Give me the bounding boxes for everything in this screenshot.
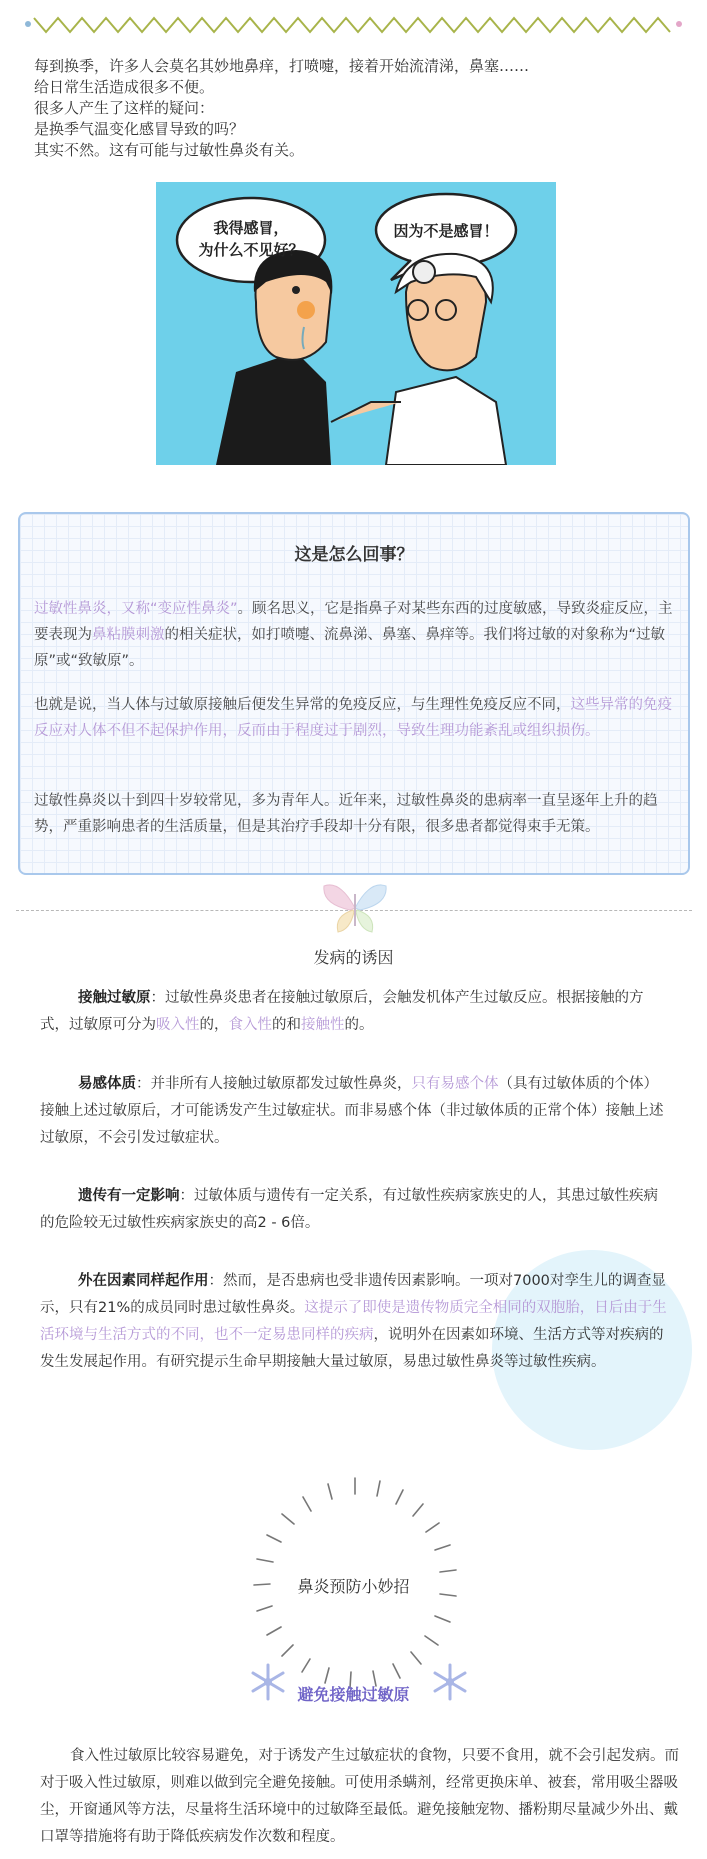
cause-heading: 接触过敏原 (78, 990, 151, 1006)
text: 的。 (344, 1017, 374, 1033)
intro-line: 每到换季，许多人会莫名其妙地鼻痒，打喷嚏，接着开始流清涕，鼻塞…… (34, 57, 530, 75)
highlight-text: 这提示了即使是遗传物质完全相同的双胞胎，日后由于生活环境与生活方式的不同，也不一定易患同样的疾病 (40, 1300, 667, 1343)
bubble-text-patient (196, 217, 306, 261)
cause-paragraph-2 (40, 1071, 668, 1152)
cause-heading: 遗传有一定影响 (78, 1188, 180, 1204)
intro-line: 给日常生活造成很多不便。 (34, 78, 215, 96)
highlight-text: 接触性 (301, 1017, 345, 1033)
highlight-text: 食入性 (228, 1017, 272, 1033)
cause-paragraph-4 (40, 1268, 668, 1376)
cause-heading: 易感体质 (78, 1076, 136, 1092)
panel-paragraph-1 (34, 596, 684, 674)
text: ：并非所有人接触过敏原都发过敏性鼻炎， (136, 1076, 412, 1092)
info-panel (18, 512, 690, 875)
text: 也就是说，当人体与过敏原接触后便发生异常的免疫反应，与生理性免疫反应不同， (34, 697, 571, 713)
intro-line: 其实不然。这有可能与过敏性鼻炎有关。 (34, 141, 305, 159)
intro-line: 是换季气温变化感冒导致的吗？ (34, 120, 245, 138)
intro-text (34, 56, 674, 161)
bubble-line: 为什么不见好？ (198, 241, 304, 259)
highlight-text: 只有易感个体 (411, 1076, 499, 1092)
section-title-causes: 发病的诱因 (313, 948, 394, 967)
highlight-text: 这些异常的免疫反应对人体不但不起保护作用，反而由于程度过于剧烈，导致生理功能紊乱或组织损伤。 (34, 697, 672, 739)
text: 的， (199, 1017, 229, 1033)
avoid-allergen-title: 避免接触过敏原 (297, 1685, 410, 1704)
butterfly-icon (320, 880, 390, 936)
bubble-text-doctor: 因为不是感冒！ (393, 222, 499, 240)
text: 。顾名思义，它是指鼻子对某些东西的过度敏感，导致炎症反应，主要表现为 (34, 601, 673, 643)
cause-paragraph-1 (40, 985, 668, 1039)
text: ：过敏体质与遗传有一定关系，有过敏性疾病家族史的人，其患过敏性疾病的危险较无过敏性疾病家族史的高2 - 6倍。 (40, 1188, 658, 1231)
cartoon-illustration (156, 182, 556, 465)
text: ：过敏性鼻炎患者在接触过敏原后，会触发机体产生过敏反应。根据接触的方式，过敏原可分为 (40, 990, 644, 1033)
cause-paragraph-3 (40, 1183, 668, 1237)
highlight-text: 过敏性鼻炎，又称“变应性鼻炎” (34, 601, 238, 617)
text: 的相关症状，如打喷嚏、流鼻涕、鼻塞、鼻痒等。我们将过敏的对象称为“过敏原”或“致敏原”。 (34, 627, 666, 669)
panel-paragraph-2 (34, 692, 684, 744)
bubble-line: 我得感冒， (213, 219, 289, 237)
highlight-text: 吸入性 (156, 1017, 200, 1033)
prevention-paragraph: 食入性过敏原比较容易避免，对于诱发产生过敏症状的食物，只要不食用，就不会引起发病。而对于吸入性过敏原，则难以做到完全避免接触。可使用杀螨剂，经常更换床单、被套，常用吸尘器吸尘，开窗通风等方法，尽量将生活环境中的过敏降至最低。避免接触宠物、播粉期尽量减少外出、戴口罩等措施将有助于降低疾病发作次数和程度。 (40, 1748, 679, 1845)
text: ：然而，是否患病也受非遗传因素影响。一项对7000对孪生儿的调查显示，只有21%的成员同时患过敏性鼻炎。 (40, 1273, 666, 1316)
text: ，说明外在因素如环境、生活方式等对疾病的发生发展起作用。有研究提示生命早期接触大量过敏原，易患过敏性鼻炎等过敏性疾病。 (40, 1327, 664, 1370)
zigzag-border-decoration (20, 10, 687, 36)
text: 的和 (272, 1017, 301, 1033)
panel-paragraph-3: 过敏性鼻炎以十到四十岁较常见，多为青年人。近年来，过敏性鼻炎的患病率一直呈逐年上升的趋势，严重影响患者的生活质量，但是其治疗手段却十分有限，很多患者都觉得束手无策。 (34, 793, 658, 835)
intro-line: 很多人产生了这样的疑问： (34, 99, 215, 117)
text: （具有过敏体质的个体）接触上述过敏原后，才可能诱发产生过敏症状。而非易感个体（非过敏体质的正常个体）接触上述过敏原，不会引发过敏症状。 (40, 1076, 664, 1146)
panel-title: 这是怎么回事？ (294, 545, 414, 565)
cause-heading: 外在因素同样起作用 (78, 1273, 209, 1289)
highlight-text: 鼻粘膜刺激 (92, 627, 165, 643)
section-title-prevention: 鼻炎预防小妙招 (297, 1577, 410, 1596)
